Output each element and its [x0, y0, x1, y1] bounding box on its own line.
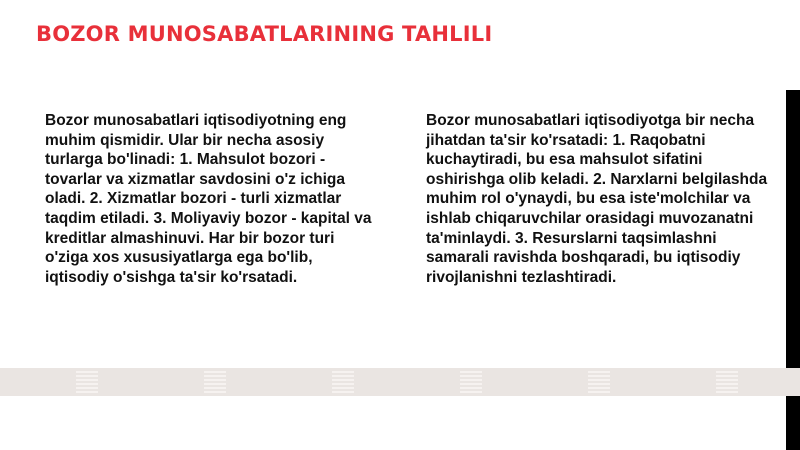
band-stripe-mark [588, 371, 610, 393]
slide-title: BOZOR MUNOSABATLARINING TAHLILI [36, 22, 493, 46]
right-accent-bar-lower [786, 396, 800, 450]
band-stripe-mark [76, 371, 98, 393]
right-edge-gap [786, 0, 800, 90]
band-stripe-mark [716, 371, 738, 393]
band-stripe-mark [460, 371, 482, 393]
decorative-band [0, 368, 800, 396]
band-stripe-mark [332, 371, 354, 393]
left-text-column: Bozor munosabatlari iqtisodiyotning eng muhim qismidir. Ular bir necha asosiy turlarga bo'linadi: 1. Mahsulot bozori - tovarlar va xizmatlar savdosini o'z ichiga oladi. 2. Xizmatlar bozori - turli xizmatlar taqdim etiladi. 3. Moliyaviy bozor - kapital va kreditlar almashinuvi. Har bir bozor turi o'ziga xos xususiyatlarga ega bo'lib, iqtisodiy o'sishga ta'sir ko'rsatadi. [45, 112, 372, 286]
band-stripe-mark [204, 371, 226, 393]
right-text-column: Bozor munosabatlari iqtisodiyotga bir necha jihatdan ta'sir ko'rsatadi: 1. Raqobatni kuchaytiradi, bu esa mahsulot sifatini oshirishga olib keladi. 2. Narxlarni belgilashda muhim rol o'ynaydi, bu esa iste'molchilar va ishlab chiqaruvchilar orasidagi muvozanatni ta'minlaydi. 3. Resurslarni taqsimlashni samarali ravishda boshqaradi, bu iqtisodiy rivojlanishni tezlashtiradi. [426, 112, 768, 286]
right-accent-bar [786, 90, 800, 368]
